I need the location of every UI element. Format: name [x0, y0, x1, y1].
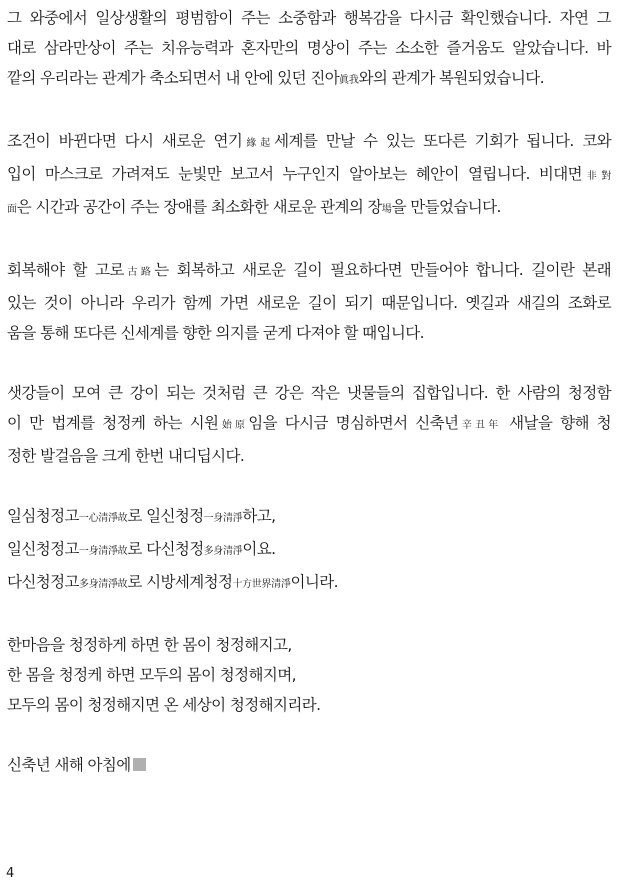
hanja-gloss: 多身清淨: [203, 546, 243, 557]
hanja-gloss: 眞我: [339, 75, 359, 86]
text-line: 이 만 법계를 청정케 하는 시원始原임을 다시금 명심하면서 신축년辛丑年 새날을 향해 청: [7, 414, 611, 432]
hanja-gloss: 始原: [218, 420, 249, 431]
verse-hanja: [7, 501, 611, 600]
text-line: 面은 시간과 공간이 주는 장애를 최소화한 새로운 관계의 장場을 만들었습니다.: [7, 198, 501, 216]
paragraph-1: [7, 3, 611, 96]
paragraph-4: [7, 378, 611, 471]
end-mark-icon: [133, 758, 146, 771]
text-line: 깥의 우리라는 관계가 축소되면서 내 안에 있던 진아眞我와의 관계가 복원되었습니다.: [7, 69, 544, 87]
body-text: [7, 3, 611, 780]
verse-korean: [7, 630, 611, 720]
text-line: 있는 것이 아니라 우리가 함께 가면 새로운 길이 되기 때문입니다. 옛길과 새길의 조화로: [7, 294, 611, 312]
text-line: 조건이 바뀐다면 다시 새로운 연기緣起세계를 만날 수 있는 또다른 기회가 됩니다. 코와: [7, 132, 611, 150]
text-line: 정한 발걸음을 크게 한번 내디딥시다.: [7, 447, 245, 465]
text-line: 샛강들이 모여 큰 강이 되는 것처럼 큰 강은 작은 냇물들의 집합입니다. 한 사람의 청정함: [7, 384, 611, 402]
hanja-gloss: 十方世界清淨: [232, 579, 291, 590]
hanja-gloss: 辛丑年: [458, 420, 502, 431]
text-line: 입이 마스크로 가려져도 눈빛만 보고서 누구인지 알아보는 혜안이 열립니다. 비대면非對: [7, 165, 611, 183]
hanja-gloss: 多身清淨故: [78, 579, 128, 590]
text-line: 움을 통해 또다른 신세계를 향한 의지를 굳게 다져야 할 때입니다.: [7, 324, 424, 342]
hanja-gloss: 面: [7, 204, 17, 215]
verse-line: 일심청정고一心清淨故로 일신청정一身清淨하고,: [7, 507, 276, 525]
paragraph-3: [7, 255, 611, 348]
text-line: 대로 삼라만상이 주는 치유능력과 혼자만의 명상이 주는 소소한 즐거움도 알았습니다. 바: [7, 39, 611, 57]
verse-line: 한 몸을 청정케 하면 모두의 몸이 청정해지며,: [7, 666, 297, 684]
text-line: 회복해야 할 고로古路는 회복하고 새로운 길이 필요하다면 만들어야 합니다. 길이란 본래: [7, 261, 611, 279]
verse-line: 다신청정고多身清淨故로 시방세계청정十方世界清淨이니라.: [7, 573, 338, 591]
verse-line: 모두의 몸이 청정해지면 온 세상이 청정해지리라.: [7, 696, 321, 714]
signoff: 신축년 새해 아침에: [7, 750, 611, 780]
hanja-gloss: 一心清淨故: [78, 513, 128, 524]
hanja-gloss: 緣起: [242, 138, 275, 149]
paragraph-2: [7, 126, 611, 225]
text-line: 그 와중에서 일상생활의 평범함이 주는 소중함과 행복감을 다시금 확인했습니다. 자연 그: [7, 9, 611, 27]
verse-line: 일신청정고一身清淨故로 다신청정多身清淨이요.: [7, 540, 276, 558]
page-number: 4: [6, 866, 15, 881]
hanja-gloss: 一身清淨故: [78, 546, 128, 557]
hanja-gloss: 場: [381, 204, 392, 215]
verse-line: 한마음을 청정하게 하면 한 몸이 청정해지고,: [7, 636, 292, 654]
hanja-gloss: 一身清淨: [203, 513, 243, 524]
hanja-gloss: 古路: [123, 267, 155, 278]
hanja-gloss: 非對: [582, 171, 611, 182]
